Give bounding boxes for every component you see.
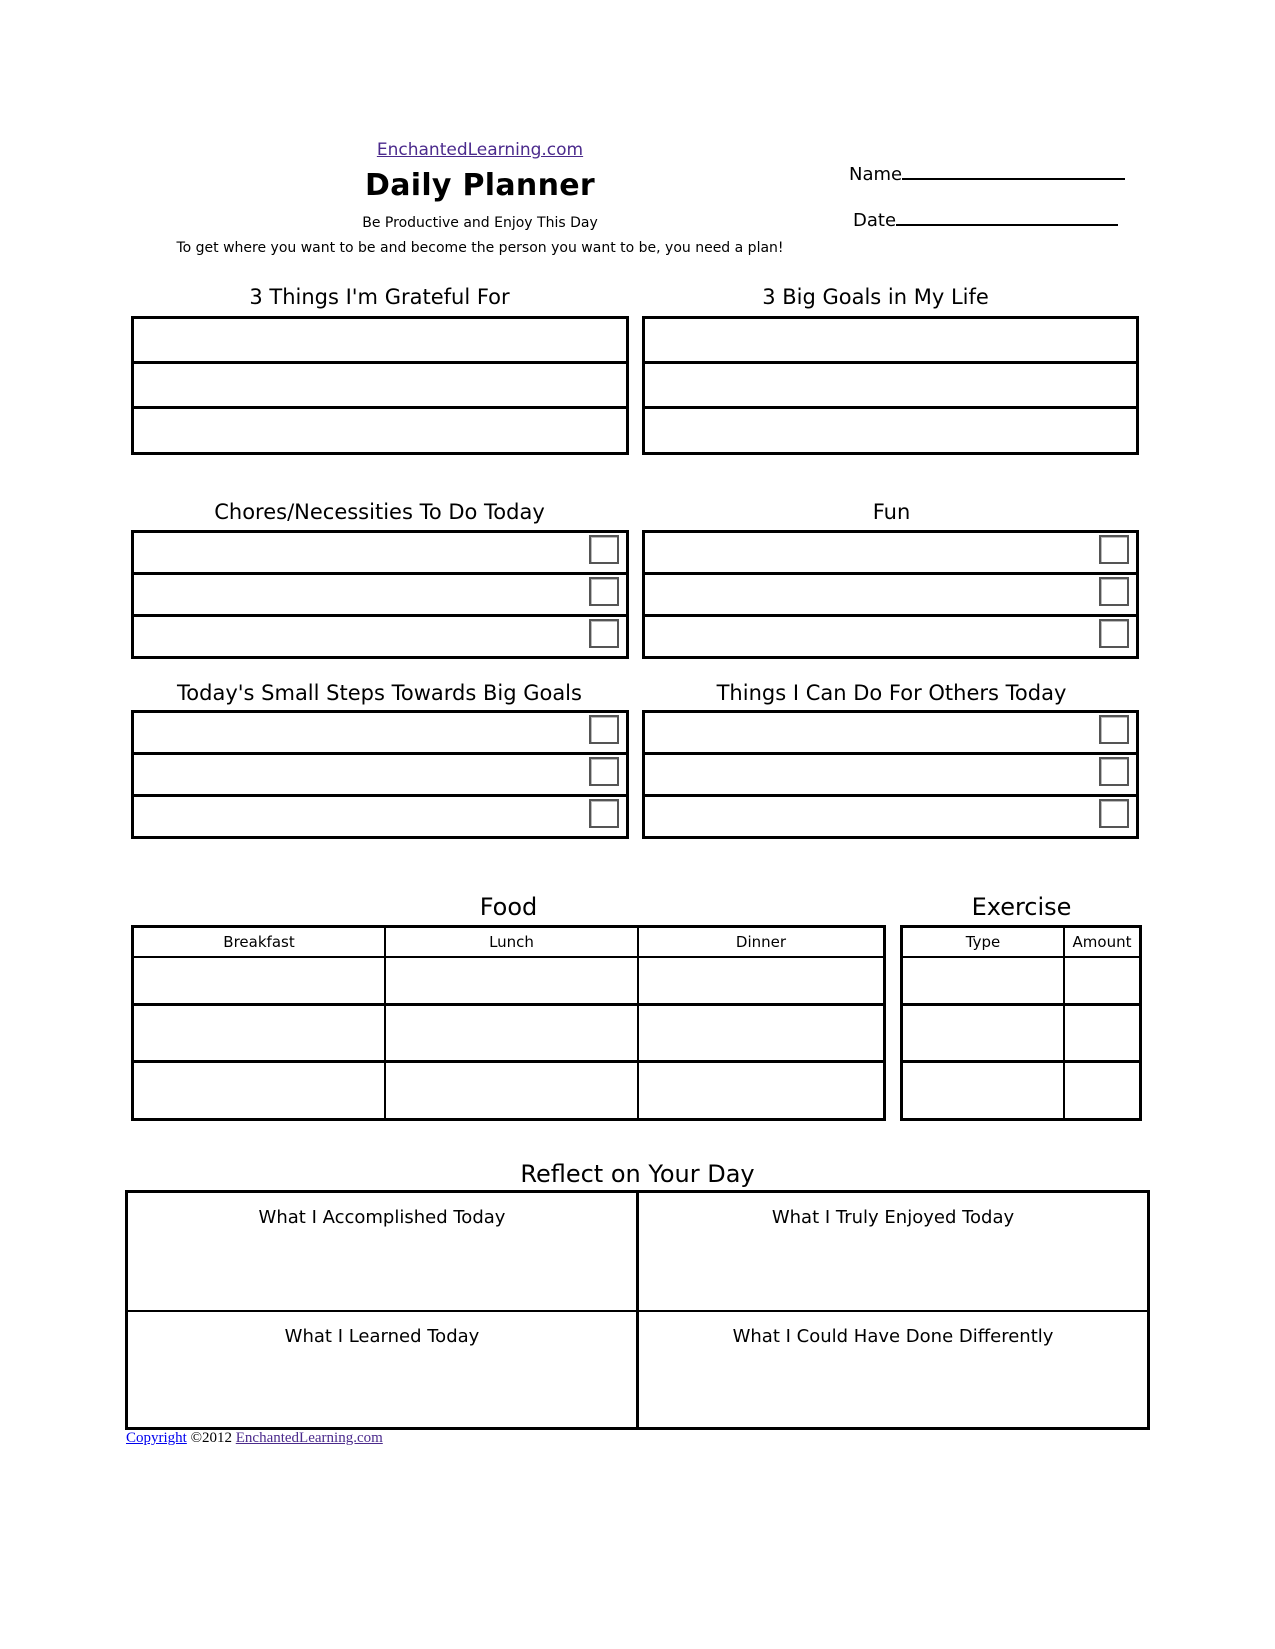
exercise-cell[interactable]	[902, 1004, 1065, 1062]
grateful-title: 3 Things I'm Grateful For	[249, 285, 510, 309]
reflect-cell-label: What I Truly Enjoyed Today	[771, 1207, 1015, 1228]
list-row-divider	[134, 361, 626, 364]
fun-title: Fun	[872, 500, 911, 524]
exercise-column-header: Amount	[1064, 927, 1141, 957]
table-row	[133, 1004, 885, 1062]
page-tagline: To get where you want to be and become the person you want to be, you need a plan!	[176, 240, 784, 256]
site-link[interactable]: EnchantedLearning.com	[376, 140, 584, 160]
list-row-divider	[134, 614, 626, 617]
steps-list	[131, 710, 629, 839]
list-row-divider	[134, 752, 626, 755]
food-cell[interactable]	[133, 1004, 386, 1062]
food-title: Food	[479, 893, 538, 921]
list-row-divider	[645, 794, 1136, 797]
page-subtitle: Be Productive and Enjoy This Day	[362, 215, 598, 231]
exercise-cell[interactable]	[902, 957, 1065, 1005]
list-row-divider	[645, 614, 1136, 617]
food-table	[131, 925, 886, 1121]
list-row-divider	[645, 406, 1136, 409]
others-list	[642, 710, 1139, 839]
goals-title: 3 Big Goals in My Life	[762, 285, 989, 309]
checkbox[interactable]	[589, 715, 619, 744]
food-column-header: Dinner	[638, 927, 885, 957]
table-row	[133, 957, 885, 1005]
food-cell[interactable]	[385, 1004, 638, 1062]
food-cell[interactable]	[133, 1062, 386, 1120]
reflect-cell-accomplished[interactable]	[128, 1193, 639, 1312]
exercise-cell[interactable]	[1064, 957, 1141, 1005]
table-row	[902, 1062, 1141, 1120]
food-cell[interactable]	[133, 957, 386, 1005]
checkbox[interactable]	[589, 577, 619, 606]
reflect-cell-label: What I Accomplished Today	[258, 1207, 506, 1228]
list-row-divider	[134, 572, 626, 575]
exercise-cell[interactable]	[902, 1062, 1065, 1120]
list-row-divider	[134, 794, 626, 797]
checkbox[interactable]	[589, 757, 619, 786]
checkbox[interactable]	[589, 535, 619, 564]
reflect-cell-enjoyed[interactable]	[639, 1193, 1147, 1312]
table-row	[902, 957, 1141, 1005]
grateful-list	[131, 316, 629, 455]
list-row-divider	[645, 752, 1136, 755]
reflect-grid	[125, 1190, 1150, 1430]
fun-list	[642, 530, 1139, 659]
footer-site-link[interactable]: EnchantedLearning.com	[235, 1430, 383, 1446]
date-field[interactable]	[853, 210, 1118, 231]
exercise-cell[interactable]	[1064, 1004, 1141, 1062]
table-row	[902, 1004, 1141, 1062]
reflect-title: Reflect on Your Day	[520, 1160, 755, 1188]
name-field[interactable]	[849, 164, 1125, 185]
food-column-header: Lunch	[385, 927, 638, 957]
copyright-year: ©2012	[190, 1430, 232, 1446]
reflect-cell-label: What I Learned Today	[284, 1326, 480, 1347]
food-column-header: Breakfast	[133, 927, 386, 957]
checkbox[interactable]	[1099, 535, 1129, 564]
date-input-line[interactable]	[896, 223, 1118, 226]
checkbox[interactable]	[1099, 757, 1129, 786]
others-title: Things I Can Do For Others Today	[716, 681, 1067, 705]
exercise-cell[interactable]	[1064, 1062, 1141, 1120]
food-cell[interactable]	[385, 1062, 638, 1120]
exercise-header-row	[902, 927, 1141, 957]
list-row-divider	[645, 572, 1136, 575]
table-row	[133, 1062, 885, 1120]
exercise-table	[900, 925, 1142, 1121]
list-row-divider	[134, 406, 626, 409]
reflect-cell-label: What I Could Have Done Differently	[732, 1326, 1054, 1347]
checkbox[interactable]	[589, 619, 619, 648]
checkbox[interactable]	[1099, 715, 1129, 744]
food-header-row	[133, 927, 885, 957]
food-cell[interactable]	[385, 957, 638, 1005]
date-label: Date	[853, 210, 897, 231]
checkbox[interactable]	[1099, 799, 1129, 828]
steps-title: Today's Small Steps Towards Big Goals	[177, 681, 582, 705]
name-input-line[interactable]	[902, 177, 1125, 180]
footer	[126, 1430, 383, 1447]
food-cell[interactable]	[638, 1004, 885, 1062]
chores-title: Chores/Necessities To Do Today	[214, 500, 545, 524]
exercise-title: Exercise	[971, 893, 1072, 921]
goals-list	[642, 316, 1139, 455]
checkbox[interactable]	[1099, 577, 1129, 606]
chores-list	[131, 530, 629, 659]
exercise-column-header: Type	[902, 927, 1065, 957]
food-cell[interactable]	[638, 1062, 885, 1120]
list-row-divider	[645, 361, 1136, 364]
name-label: Name	[849, 164, 903, 185]
page-title: Daily Planner	[365, 168, 595, 203]
checkbox[interactable]	[1099, 619, 1129, 648]
reflect-cell-learned[interactable]	[128, 1312, 639, 1427]
checkbox[interactable]	[589, 799, 619, 828]
reflect-cell-differently[interactable]	[639, 1312, 1147, 1427]
food-cell[interactable]	[638, 957, 885, 1005]
copyright-link[interactable]: Copyright	[126, 1430, 187, 1446]
